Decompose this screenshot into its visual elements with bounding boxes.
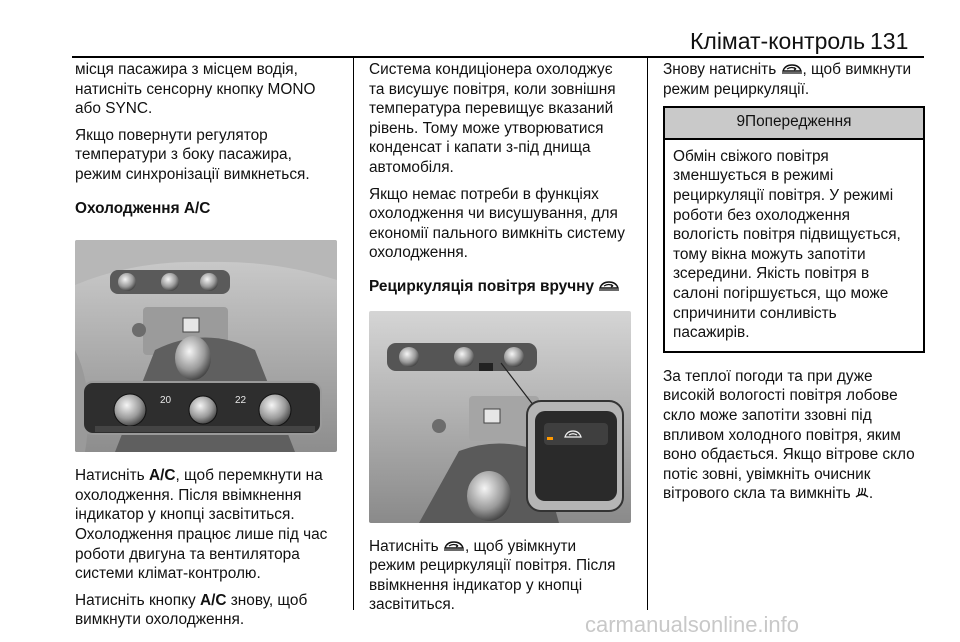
column-2	[369, 60, 641, 622]
watermark: carmanualsonline.info	[585, 612, 800, 637]
recirculation-icon	[598, 280, 620, 292]
paragraph: Знову натисніть , щоб вимкнути режим рециркуляції.	[663, 61, 912, 98]
paragraph: За теплої погоди та при дуже високій вологості повітря лобове скло може запотіти ззовні під впливом холодного повітря, яким воно обдається. Якщо вітрове скло потіє зовні, увімкніть очисник вітрового скла та вимкніть .	[663, 367, 915, 503]
warning-icon: 9	[736, 113, 746, 131]
recirculation-icon	[443, 540, 465, 552]
warning-box	[663, 106, 925, 353]
section-heading-recirculation: Рециркуляція повітря вручну	[369, 277, 641, 297]
paragraph: Якщо повернути регулятор температури з боку пасажира, режим синхронізації вимкнеться.	[75, 126, 310, 183]
page-number: 131	[870, 28, 909, 54]
paragraph: Натисніть , щоб увімкнути режим рециркуляції повітря. Після ввімкнення індикатор у кнопці засвітиться.	[369, 537, 616, 614]
right-temp-readout: 22	[235, 395, 247, 407]
recirculation-panel-photo	[369, 311, 631, 523]
paragraph: Натисніть кнопку A/C знову, щоб вимкнути охолодження.	[75, 591, 308, 629]
paragraph: місця пасажира з місцем водія, натисніть сенсорну кнопку MONO або SYNC.	[75, 61, 316, 118]
column-1	[75, 60, 345, 637]
ac-button-label: A/C	[199, 591, 227, 609]
recirculation-icon	[781, 63, 803, 75]
ac-panel-photo	[75, 240, 337, 452]
paragraph: Натисніть A/C, щоб перемкнути на охолодження. Після ввімкнення індикатор у кнопці засвітиться. Охолодження працює лише під час роботи двигуна та вентилятора системи клімат-контролю.	[75, 467, 328, 583]
warning-title: Попередження	[745, 113, 852, 131]
warning-body: Обмін свіжого повітря зменшується в режимі рециркуляції повітря. У режимі роботи без охолодження вологість повітря підвищується, тому вікна можуть запотіти зсередини. Якість повітря в салоні погіршується, що може спричинити сонливість пасажирів.	[673, 147, 901, 342]
column-divider	[647, 58, 648, 610]
section-heading-ac: Охолодження A/C	[75, 199, 211, 217]
ac-button-label: A/C	[148, 467, 176, 485]
left-temp-readout: 20	[160, 395, 172, 407]
windshield-heating-icon	[855, 486, 869, 500]
paragraph: Система кондиціонера охолоджує та висушує повітря, коли зовнішня температура перевищує вказаний рівень. Тому може утворюватися конденсат і капати з-під днища автомобіля.	[369, 61, 616, 176]
page-title: Клімат-контроль	[690, 28, 866, 54]
column-3	[663, 60, 925, 511]
paragraph: Якщо немає потреби в функціях охолодження чи висушування, для економії пального вимкніть систему охолодження.	[369, 185, 625, 262]
column-divider	[353, 58, 354, 610]
warning-header	[665, 108, 923, 140]
header-rule	[72, 56, 924, 58]
